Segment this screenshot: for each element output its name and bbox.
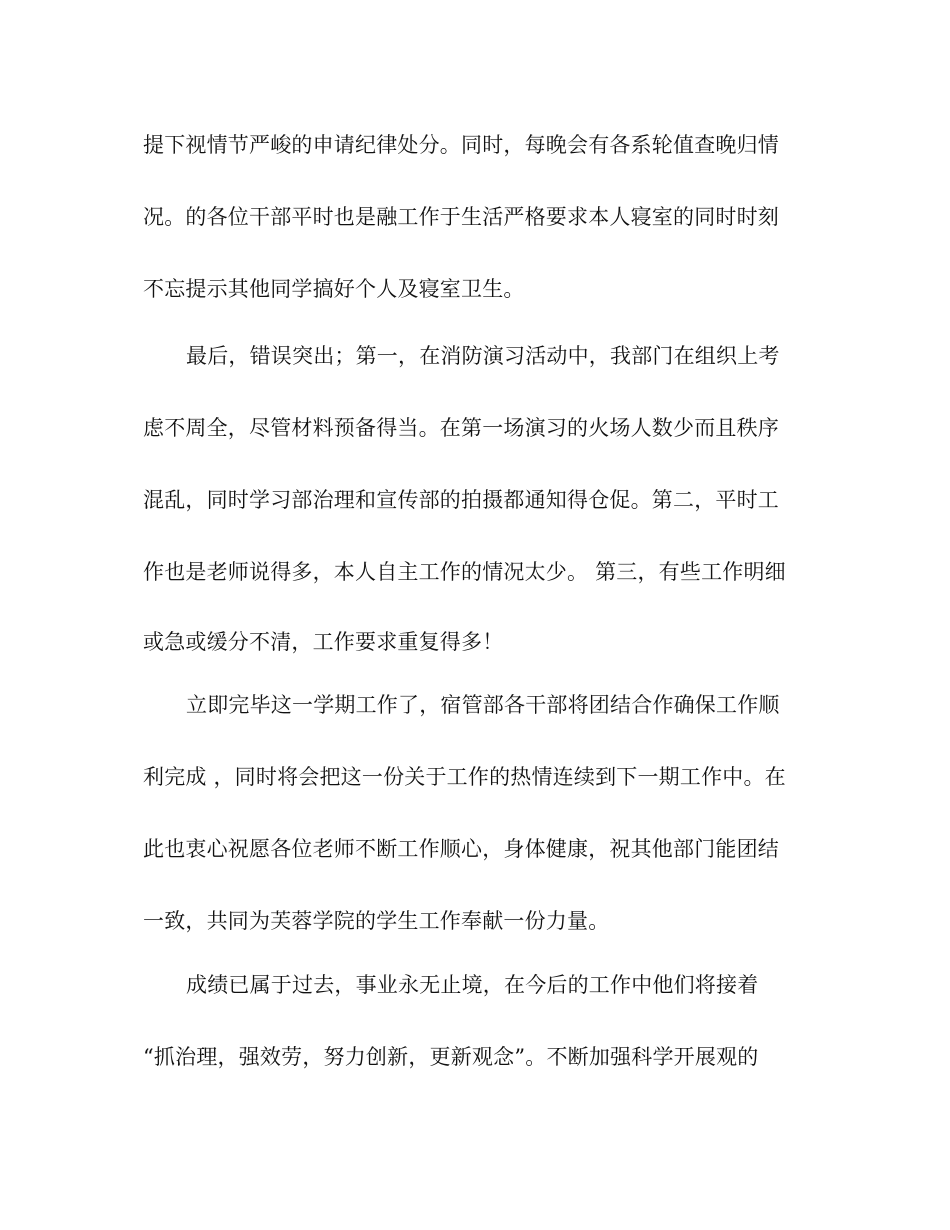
- text-line-12: 一致，共同为芙蓉学院的学生工作奉献一份力量。: [143, 909, 610, 933]
- text-line-9: 立即完毕这一学期工作了，宿管部各干部将团结合作确保工作顺: [186, 693, 780, 717]
- text-line-1: 提下视情节严峻的申请纪律处分。同时，每晚会有各系轮值查晚归情: [143, 133, 779, 157]
- text-line-7: 作也是老师说得多，本人自主工作的情况太少。 第三，有些工作明细: [143, 560, 786, 584]
- text-line-14: “抓治理，强效劳，努力创新，更新观念”。不断加强科学开展观的: [143, 1045, 759, 1069]
- text-line-13: 成绩已属于过去，事业永无止境，在今后的工作中他们将接着: [186, 973, 759, 997]
- text-line-2: 况。的各位干部平时也是融工作于生活严格要求本人寝室的同时时刻: [143, 205, 779, 229]
- text-line-10: 利完成 ，同时将会把这一份关于工作的热情连续到下一期工作中。在: [143, 765, 786, 789]
- text-line-8: 或急或缓分不清，工作要求重复得多！: [143, 630, 504, 654]
- text-line-5: 虑不周全，尽管材料预备得当。在第一场演习的火场人数少而且秩序: [143, 416, 779, 440]
- text-line-11: 此也衷心祝愿各位老师不断工作顺心，身体健康，祝其他部门能团结: [143, 837, 779, 861]
- text-line-6: 混乱，同时学习部治理和宣传部的拍摄都通知得仓促。第二，平时工: [143, 488, 779, 512]
- text-line-3: 不忘提示其他同学搞好个人及寝室卫生。: [143, 277, 525, 301]
- text-line-4: 最后，错误突出；第一，在消防演习活动中，我部门在组织上考: [186, 344, 780, 368]
